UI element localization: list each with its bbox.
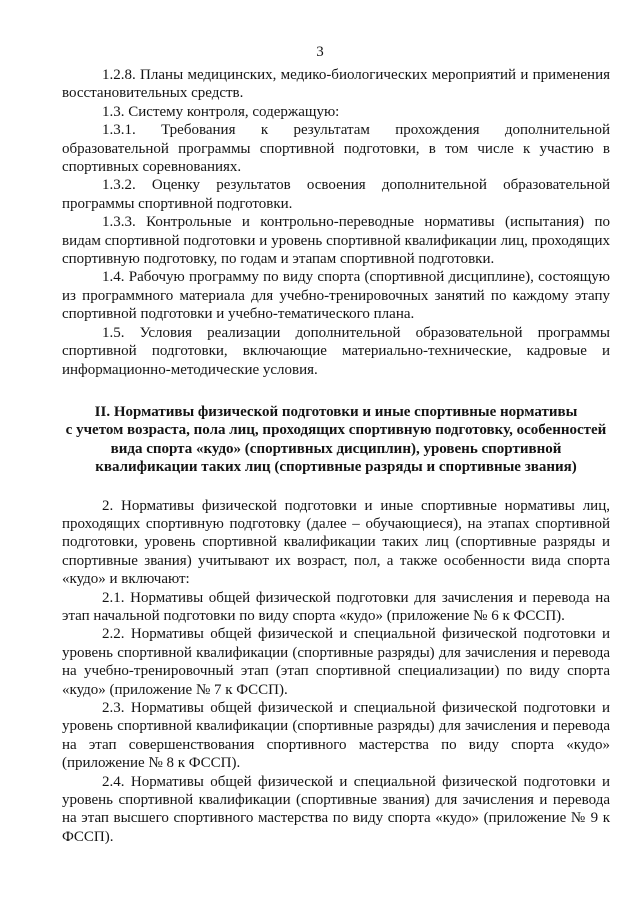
- paragraph-1-3: 1.3. Систему контроля, содержащую:: [102, 103, 340, 120]
- paragraph-1-3-1: 1.3.1. Требования к результатам прохождения дополнительной образовательной программы спортивной подготовки, в том числе к участию в спортивных соревнованиях.: [62, 122, 610, 176]
- paragraph-1-5: 1.5. Условия реализации дополнительной образовательной программы спортивной подготовки, включающие материально-технические, кадровые и информационно-методические условия.: [62, 324, 610, 378]
- paragraph-1-3-2: 1.3.2. Оценку результатов освоения дополнительной образовательной программы спортивной подготовки.: [62, 177, 610, 212]
- paragraph-1-4: 1.4. Рабочую программу по виду спорта (спортивной дисциплине), состоящую из программного материала для учебно-тренировочных занятий по каждому этапу спортивной подготовки и учебно-тематического плана.: [62, 269, 610, 323]
- section-heading-line: с учетом возраста, пола лиц, проходящих спортивную подготовку, особенностей: [65, 422, 607, 439]
- paragraph-2-2: 2.2. Нормативы общей физической и специальной физической подготовки и уровень спортивной квалификации (спортивные разряды) для зачисления и перевода на учебно-тренировочный этап (этап спортивной специализации) по виду спорта «кудо» (приложение № 7 к ФССП).: [62, 626, 610, 698]
- paragraph-2: 2. Нормативы физической подготовки и иные спортивные нормативы лиц, проходящих спортивную подготовку (далее – обучающиеся), на этапах спортивной подготовки, уровень спортивной квалификации таких лиц (спортивные разряды и спортивные звания) учитывают их возраст, пол, а также особенности вида спорта «кудо» и включают:: [62, 497, 610, 588]
- section-heading: [62, 403, 610, 477]
- paragraph-1-2-8: 1.2.8. Планы медицинских, медико-биологических мероприятий и применения восстановительных средств.: [62, 67, 610, 102]
- section-heading-line: квалификации таких лиц (спортивные разряды и спортивные звания): [95, 459, 577, 476]
- paragraph-2-4: 2.4. Нормативы общей физической и специальной физической подготовки и уровень спортивной квалификации (спортивные звания) для зачисления и перевода на этап высшего спортивного мастерства по виду спорта «кудо» (приложение № 9 к ФССП).: [62, 773, 610, 845]
- document-body: [62, 66, 610, 846]
- paragraph-2-1: 2.1. Нормативы общей физической подготовки для зачисления и перевода на этап начальной подготовки по виду спорта «кудо» (приложение № 6 к ФССП).: [62, 589, 610, 624]
- paragraph-1-3-3: 1.3.3. Контрольные и контрольно-переводные нормативы (испытания) по видам спортивной подготовки и уровень спортивной квалификации лиц, проходящих спортивную подготовку, по годам и этапам спортивной подготовки.: [62, 214, 610, 268]
- section-heading-line: II. Нормативы физической подготовки и иные спортивные нормативы: [94, 403, 578, 420]
- page-number: 3: [316, 44, 324, 60]
- section-heading-line: вида спорта «кудо» (спортивных дисциплин), уровень спортивной: [110, 440, 562, 457]
- paragraph-2-3: 2.3. Нормативы общей физической и специальной физической подготовки и уровень спортивной квалификации (спортивные разряды) для зачисления и перевода на этап совершенствования спортивного мастерства по виду спорта «кудо» (приложение № 8 к ФССП).: [62, 700, 610, 772]
